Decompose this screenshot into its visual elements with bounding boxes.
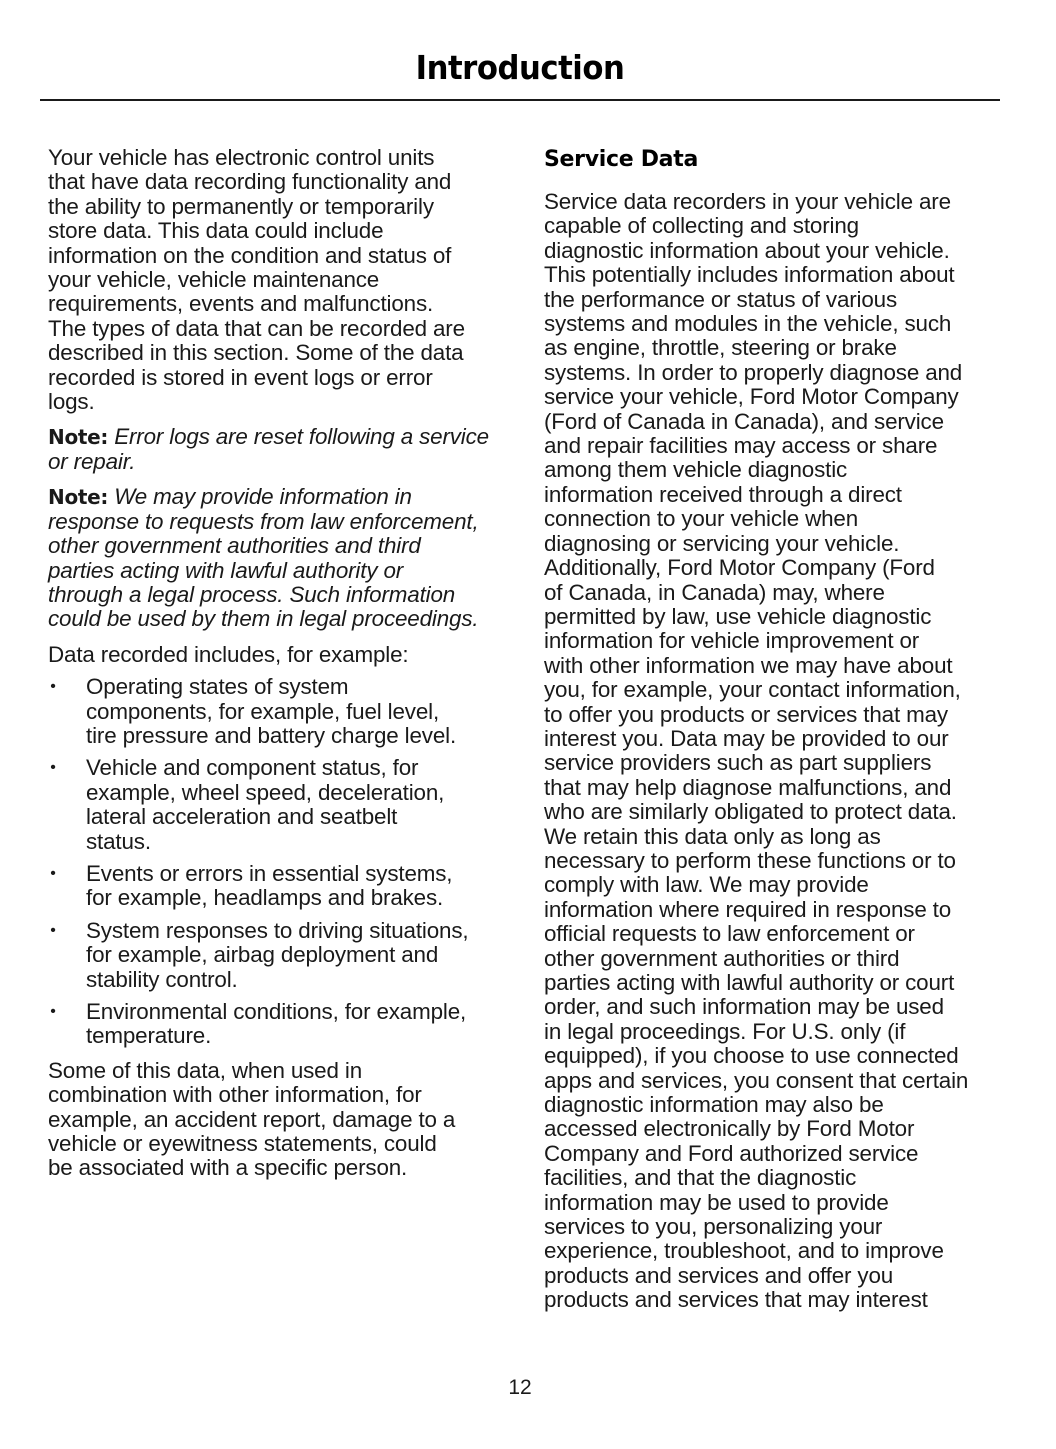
text-line: diagnostic information may also be bbox=[544, 1092, 884, 1118]
text-line: information on the condition and status of bbox=[48, 242, 452, 268]
text-line: your vehicle, vehicle maintenance bbox=[48, 267, 380, 293]
text-line: This potentially includes information about bbox=[544, 262, 955, 288]
text-line: Some of this data, when used in bbox=[48, 1057, 362, 1083]
text-line: Events or errors in essential systems, bbox=[86, 860, 453, 886]
text-line: to offer you products or services that may bbox=[544, 701, 948, 727]
text-line: order, and such information may be used bbox=[544, 994, 944, 1020]
note-label: Note: bbox=[48, 425, 109, 450]
text-line: service providers such as part suppliers bbox=[544, 750, 932, 776]
text-line: service your vehicle, Ford Motor Company bbox=[544, 384, 959, 410]
text-line: of Canada, in Canada) may, where bbox=[544, 579, 885, 605]
text-line: information may be used to provide bbox=[544, 1189, 889, 1215]
list-item bbox=[48, 919, 508, 992]
text-line: store data. This data could include bbox=[48, 218, 384, 244]
note-label: Note: bbox=[48, 485, 109, 510]
text-line: Additionally, Ford Motor Company (Ford bbox=[544, 555, 935, 581]
text-line: Your vehicle has electronic control units bbox=[48, 145, 435, 170]
text-line: Service data recorders in your vehicle are bbox=[544, 189, 951, 214]
header-divider bbox=[40, 99, 1000, 101]
text-line: who are similarly obligated to protect data. bbox=[544, 799, 957, 825]
list-item bbox=[48, 756, 508, 854]
text-line: System responses to driving situations, bbox=[86, 917, 469, 943]
text-line: combination with other information, for bbox=[48, 1082, 422, 1108]
text-line: interest you. Data may be provided to our bbox=[544, 725, 949, 751]
list-intro: Data recorded includes, for example: bbox=[48, 641, 409, 667]
text-line: products and services that may interest bbox=[544, 1287, 928, 1313]
text-line: permitted by law, use vehicle diagnostic bbox=[544, 603, 932, 629]
text-line: capable of collecting and storing bbox=[544, 213, 859, 239]
text-line: We retain this data only as long as bbox=[544, 823, 881, 849]
text-line: Operating states of system bbox=[86, 674, 349, 700]
text-line: parties acting with lawful authority or court bbox=[544, 970, 955, 995]
text-line: diagnostic information about your vehicle. bbox=[544, 237, 950, 263]
note-error-logs: Note: Error logs are reset following a service or repair. bbox=[48, 424, 489, 474]
list-item bbox=[48, 675, 508, 748]
text-line: temperature. bbox=[86, 1023, 212, 1049]
text-line: systems. In order to properly diagnose and bbox=[544, 359, 963, 385]
text-line: systems and modules in the vehicle, such bbox=[544, 311, 952, 337]
text-line: information where required in response to bbox=[544, 896, 952, 922]
text-line: comply with law. We may provide bbox=[544, 872, 869, 898]
text-line: the ability to permanently or temporarily bbox=[48, 193, 434, 219]
intro-paragraph bbox=[48, 146, 508, 414]
text-line: in legal proceedings. For U.S. only (if bbox=[544, 1018, 906, 1044]
bullet-icon: • bbox=[50, 1003, 56, 1020]
text-line: example, wheel speed, deceleration, bbox=[86, 779, 445, 805]
bullet-icon: • bbox=[50, 759, 56, 777]
text-line: vehicle or eyewitness statements, could bbox=[48, 1131, 437, 1157]
text-line: Vehicle and component status, for bbox=[86, 755, 419, 781]
text-line: services to you, personalizing your bbox=[544, 1214, 883, 1240]
text-line: information received through a direct bbox=[544, 481, 902, 507]
page-number: 12 bbox=[508, 1376, 532, 1399]
text-line: you, for example, your contact information, bbox=[544, 677, 961, 703]
page-title: Introduction bbox=[415, 48, 625, 87]
text-line: lateral acceleration and seatbelt bbox=[86, 804, 398, 830]
recorded-data-list bbox=[48, 675, 508, 1049]
text-line: with other information we may have about bbox=[544, 652, 953, 678]
text-line: Environmental conditions, for example, bbox=[86, 999, 467, 1024]
right-column bbox=[544, 146, 1004, 1324]
text-line: official requests to law enforcement or bbox=[544, 921, 915, 947]
text-line: for example, headlamps and brakes. bbox=[86, 885, 444, 911]
bullet-icon: • bbox=[50, 678, 56, 696]
text-line: Company and Ford authorized service bbox=[544, 1140, 919, 1166]
service-data-paragraph bbox=[544, 190, 1004, 1313]
text-line: that have data recording functionality and bbox=[48, 169, 452, 195]
text-line: information for vehicle improvement or bbox=[544, 628, 920, 654]
text-line: facilities, and that the diagnostic bbox=[544, 1165, 857, 1191]
text-line: experience, troubleshoot, and to improve bbox=[544, 1238, 944, 1264]
text-line: status. bbox=[86, 828, 151, 854]
text-line: recorded is stored in event logs or error bbox=[48, 364, 433, 390]
section-heading-service-data: Service Data bbox=[544, 147, 698, 172]
text-line: other government authorities or third bbox=[544, 945, 900, 971]
text-line: logs. bbox=[48, 389, 95, 415]
text-line: tire pressure and battery charge level. bbox=[86, 722, 457, 748]
text-line: components, for example, fuel level, bbox=[86, 698, 440, 724]
text-line: and repair facilities may access or share bbox=[544, 433, 938, 459]
bullet-icon: • bbox=[50, 921, 56, 939]
text-line: as engine, throttle, steering or brake bbox=[544, 335, 897, 361]
text-line: diagnosing or servicing your vehicle. bbox=[544, 530, 900, 556]
text-line: requirements, events and malfunctions. bbox=[48, 291, 434, 317]
text-line: products and services and offer you bbox=[544, 1262, 894, 1288]
text-line: equipped), if you choose to use connected bbox=[544, 1043, 959, 1069]
text-line: (Ford of Canada in Canada), and service bbox=[544, 408, 944, 434]
page-header bbox=[40, 44, 1000, 92]
text-line: for example, airbag deployment and bbox=[86, 942, 439, 968]
text-line: the performance or status of various bbox=[544, 286, 898, 312]
text-line: that may help diagnose malfunctions, and bbox=[544, 774, 952, 800]
text-line: necessary to perform these functions or to bbox=[544, 847, 956, 873]
text-line: The types of data that can be recorded are bbox=[48, 315, 465, 341]
text-line: be associated with a specific person. bbox=[48, 1155, 408, 1181]
text-line: described in this section. Some of the data bbox=[48, 340, 464, 366]
note-law-enforcement: Note: We may provide information in response to requests from law enforcement, other government authorities and third parties acting with lawful authority or through a legal process. Such information could be used by them in legal proceedings. bbox=[48, 484, 479, 632]
list-item bbox=[48, 862, 508, 911]
bullet-icon: • bbox=[50, 864, 56, 882]
left-column bbox=[48, 146, 508, 1192]
text-line: among them vehicle diagnostic bbox=[544, 457, 848, 483]
text-line: apps and services, you consent that certain bbox=[544, 1067, 969, 1093]
text-line: stability control. bbox=[86, 966, 238, 992]
list-item bbox=[48, 1000, 508, 1049]
text-line: accessed electronically by Ford Motor bbox=[544, 1116, 915, 1142]
text-line: connection to your vehicle when bbox=[544, 506, 858, 532]
text-line: example, an accident report, damage to a bbox=[48, 1106, 456, 1132]
closing-paragraph bbox=[48, 1059, 508, 1181]
